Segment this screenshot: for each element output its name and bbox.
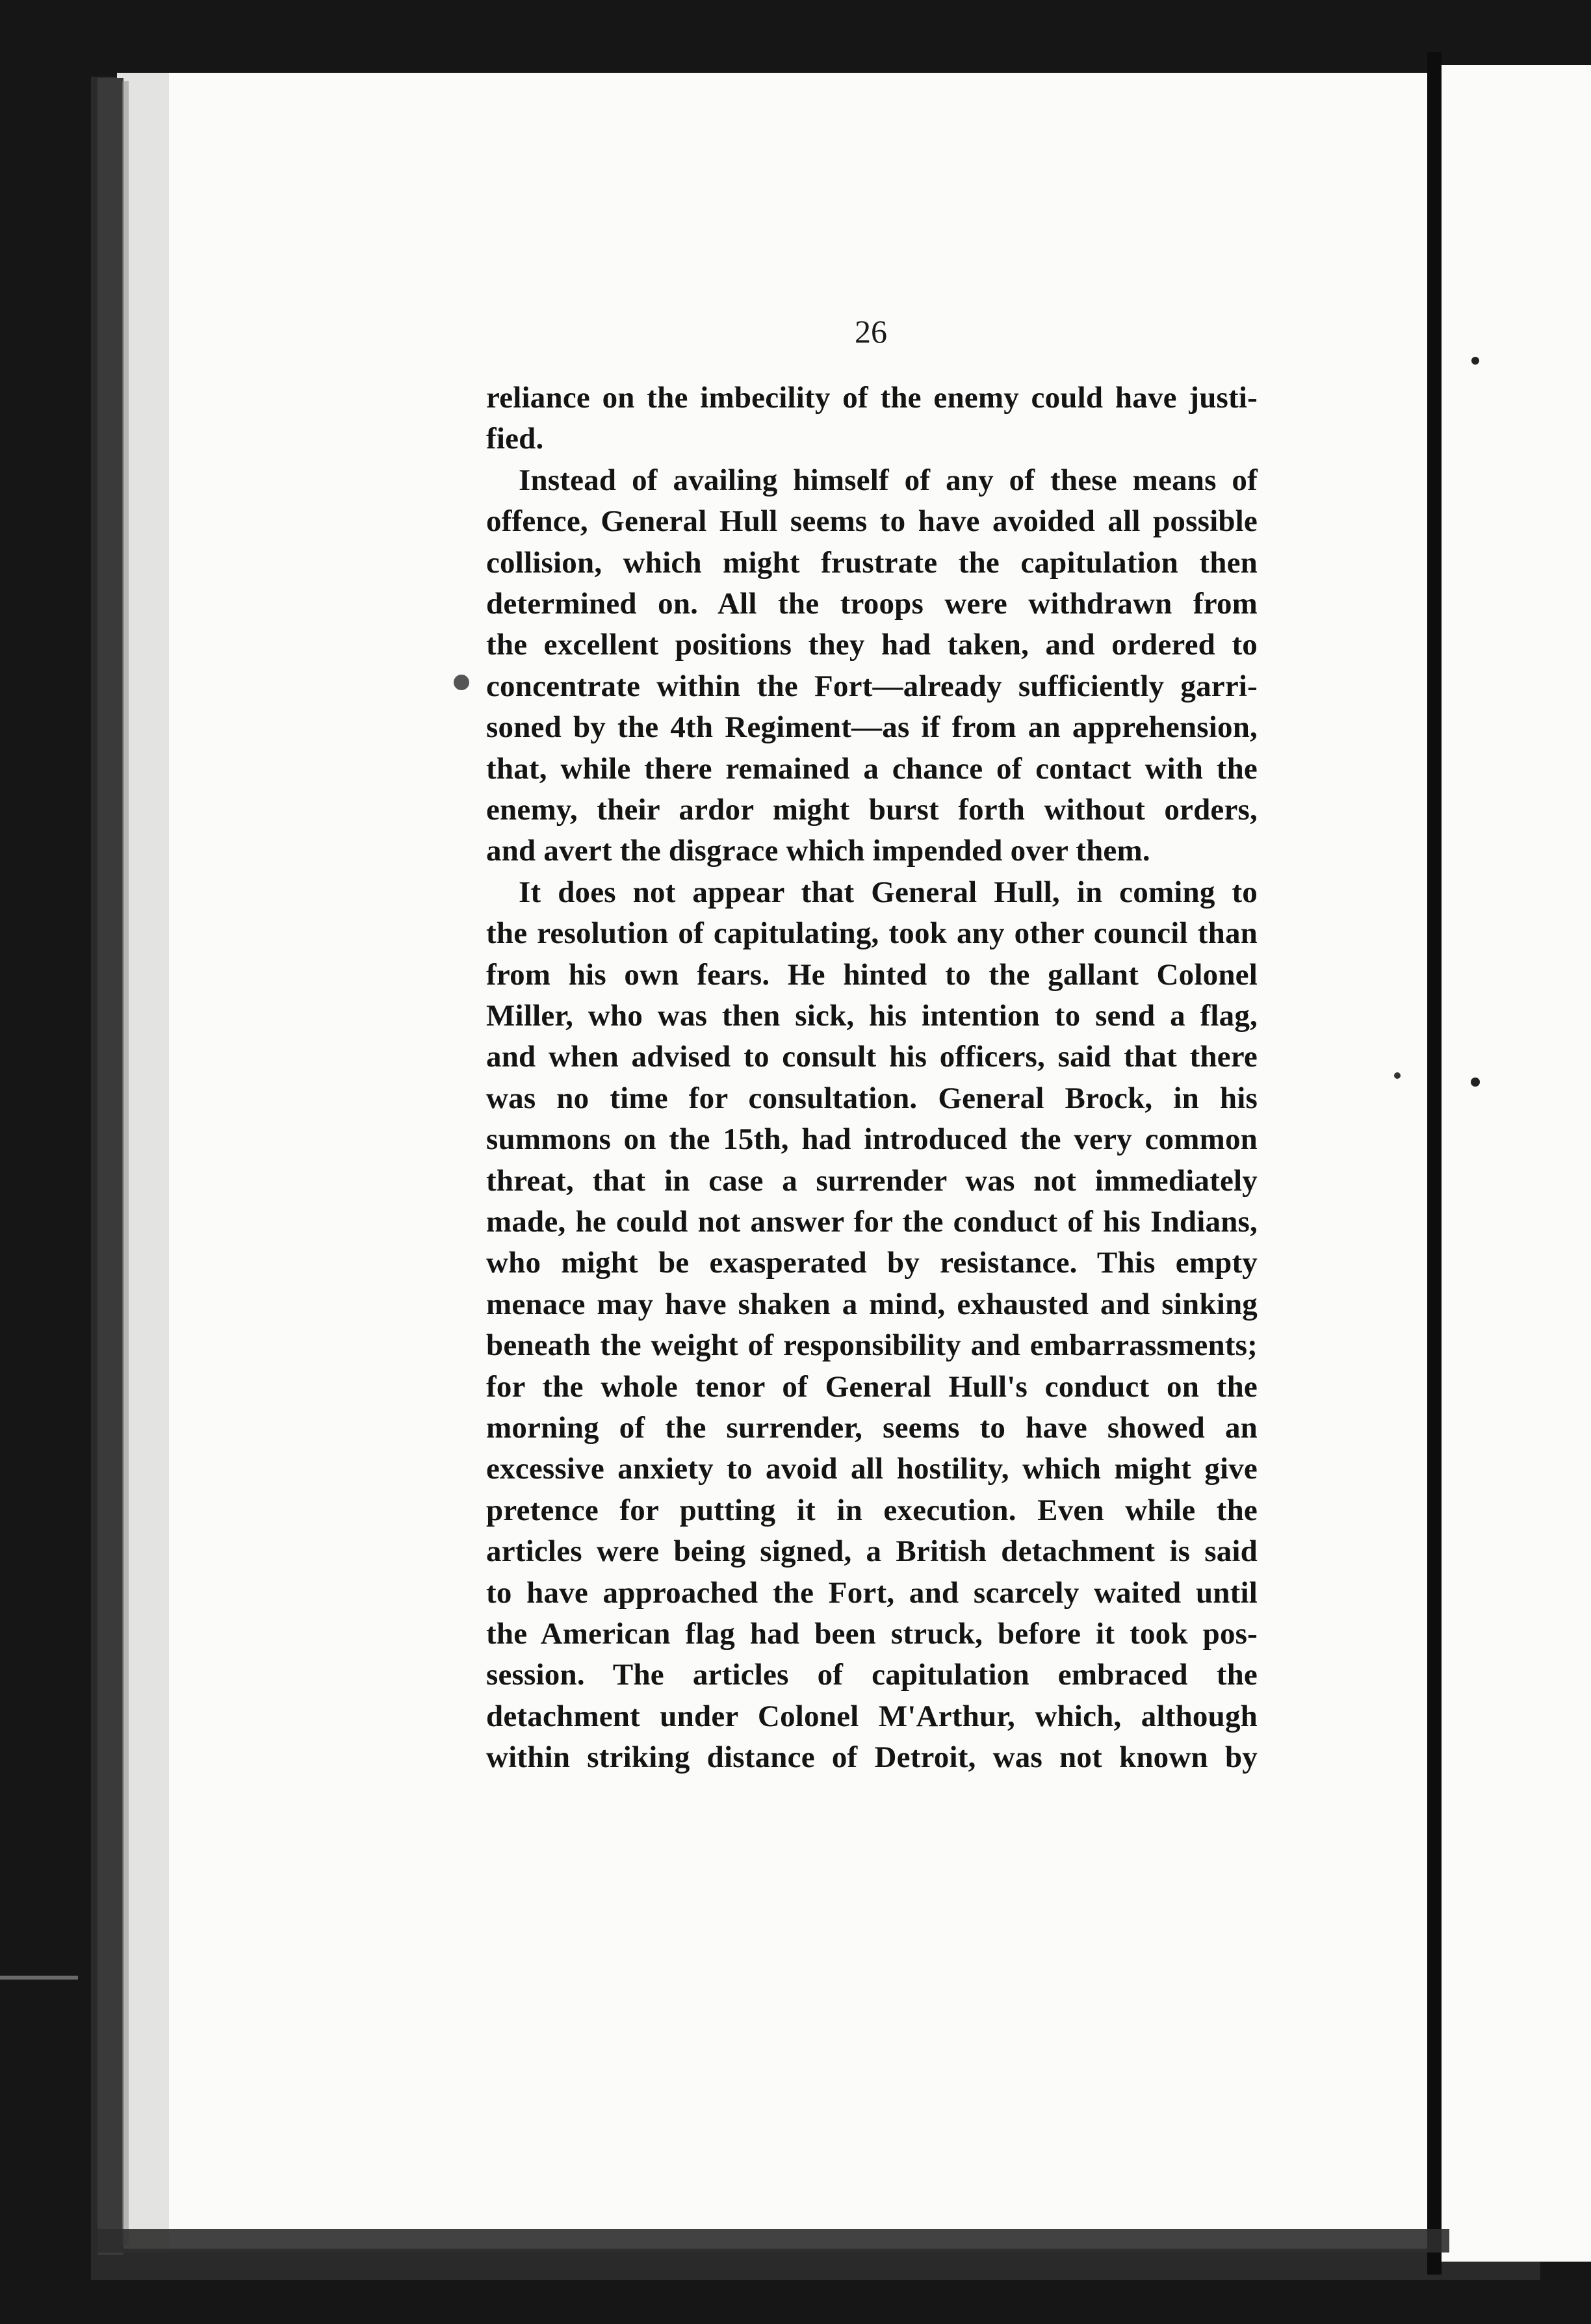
text-line: summons on the 15th, had introduced the very common: [486, 1122, 1258, 1157]
text-line: that, while there remained a chance of contact with the: [486, 751, 1258, 786]
text-line: within striking distance of Detroit, was not known by: [486, 1740, 1258, 1775]
text-line: offence, General Hull seems to have avoided all possible: [486, 504, 1258, 539]
text-line: menace may have shaken a mind, exhausted and sinking: [486, 1287, 1258, 1321]
text-line: concentrate within the Fort—already sufficiently garri-: [486, 669, 1258, 703]
text-line: determined on. All the troops were withdrawn from: [486, 587, 1258, 621]
text-line: was no time for consultation. General Brock, in his: [486, 1081, 1258, 1115]
text-line: threat, that in case a surrender was not immediately: [486, 1163, 1258, 1198]
text-line: who might be exasperated by resistance. This empty: [486, 1246, 1258, 1280]
text-line: reliance on the imbecility of the enemy could have justi-: [486, 381, 1258, 415]
text-line: the excellent positions they had taken, and ordered to: [486, 628, 1258, 662]
text-line: fied.: [486, 422, 544, 456]
text-line: beneath the weight of responsibility and embarrassments;: [486, 1328, 1258, 1363]
text-line: from his own fears. He hinted to the gallant Colonel: [486, 957, 1258, 992]
text-line: pretence for putting it in execution. Even while the: [486, 1493, 1258, 1527]
text-line: soned by the 4th Regiment—as if from an apprehension,: [486, 710, 1258, 745]
facing-page-edge: [1442, 65, 1591, 2262]
text-line: detachment under Colonel M'Arthur, which, although: [486, 1699, 1258, 1733]
text-line: excessive anxiety to avoid all hostility, which might give: [486, 1452, 1258, 1486]
text-line: and avert the disgrace which impended over them.: [486, 834, 1150, 868]
text-line: Miller, who was then sick, his intention to send a flag,: [486, 999, 1258, 1033]
text-line: for the whole tenor of General Hull's conduct on the: [486, 1369, 1258, 1404]
text-line: to have approached the Fort, and scarcely waited until: [486, 1575, 1258, 1610]
text-line: Instead of availing himself of any of these means of: [519, 463, 1258, 497]
gutter-line: [1427, 52, 1442, 2275]
text-line: the resolution of capitulating, took any other council than: [486, 916, 1258, 951]
text-line: enemy, their ardor might burst forth without orders,: [486, 793, 1258, 827]
text-line: session. The articles of capitulation embraced the: [486, 1658, 1258, 1692]
text-line: collision, which might frustrate the capitulation then: [486, 545, 1258, 580]
text-line: articles were being signed, a British detachment is said: [486, 1534, 1258, 1569]
text-line: the American flag had been struck, before it took pos-: [486, 1617, 1258, 1651]
text-line: and when advised to consult his officers, said that there: [486, 1040, 1258, 1074]
text-line: morning of the surrender, seems to have showed an: [486, 1411, 1258, 1445]
page-number: 26: [855, 313, 887, 350]
text-line: made, he could not answer for the conduct of his Indians,: [486, 1205, 1258, 1239]
text-line: It does not appear that General Hull, in coming to: [519, 875, 1258, 909]
